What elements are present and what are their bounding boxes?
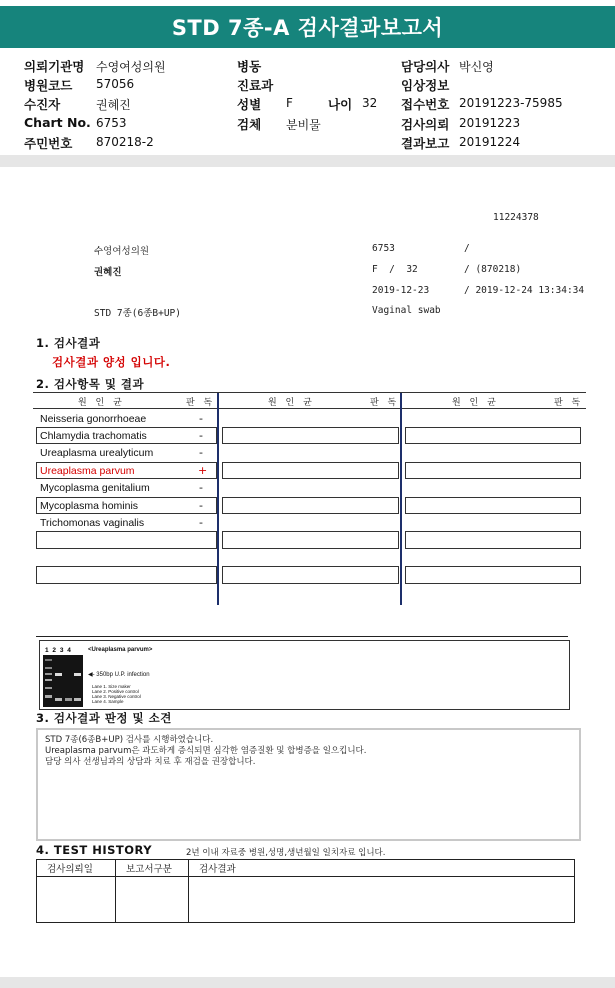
specimen-value: 분비물 [286, 118, 321, 132]
organism-name-positive: Ureaplasma parvum [40, 465, 135, 477]
organism-result: - [199, 516, 203, 529]
organism-result: - [199, 446, 203, 459]
report-test-name: STD 7종(6종B+UP) [94, 308, 181, 319]
report-sex-age: F / 32 [372, 264, 418, 275]
history-cell [116, 877, 189, 923]
opinion-text [45, 735, 366, 768]
footer-separator [0, 977, 615, 988]
organism-result: - [199, 429, 203, 442]
col-result-2: 판 독 [370, 398, 400, 408]
organism-result: - [199, 412, 203, 425]
col-organism-1: 원 인 균 [78, 398, 125, 408]
chart-no-value: 6753 [96, 116, 127, 130]
resident-no-label: 주민번호 [24, 136, 73, 151]
report-title: STD 7종-A 검사결과보고서 [0, 6, 615, 48]
empty-row-box [405, 531, 581, 549]
history-col-result: 검사결과 [189, 860, 575, 877]
patient-label: 수진자 [24, 97, 61, 112]
column-divider-2 [400, 393, 402, 605]
report-date-value: 20191224 [459, 135, 521, 149]
gel-band-label: ◀- 350bp U.P. infection [88, 672, 150, 678]
empty-row-box [405, 427, 581, 444]
sex-label: 성별 [237, 97, 262, 112]
organism-name: Neisseria gonorrhoeae [40, 413, 147, 425]
section2-title: 2. 검사항목 및 결과 [36, 377, 145, 391]
empty-row-box [405, 497, 581, 514]
report-birth: / (870218) [464, 264, 522, 275]
report-specimen: Vaginal swab [372, 305, 441, 316]
section4-note: 2년 이내 자료중 병원,성명,생년월일 일치자료 입니다. [186, 848, 386, 858]
request-date-label: 검사의뢰 [401, 117, 450, 132]
gel-electrophoresis-image [43, 655, 83, 707]
history-cell [37, 877, 116, 923]
section4-title: 4. TEST HISTORY [36, 843, 153, 857]
empty-row-box [222, 531, 399, 549]
history-empty-row [37, 877, 575, 923]
report-id: 11224378 [493, 212, 539, 223]
clinical-info-label: 임상정보 [401, 78, 450, 93]
hospital-code-label: 병원코드 [24, 78, 73, 93]
col-organism-3: 원 인 균 [452, 398, 499, 408]
results-table-header-border [33, 408, 586, 409]
patient-value: 권혜진 [96, 98, 131, 112]
section1-result: 검사결과 양성 입니다. [52, 355, 171, 369]
organism-result: - [199, 499, 203, 512]
resident-no-value: 870218-2 [96, 135, 154, 149]
gel-bands-icon [43, 655, 83, 707]
empty-row-box [405, 566, 581, 584]
opinion-line: 담당 의사 선생님과의 상담과 치료 후 재검을 권장합니다. [45, 757, 256, 767]
receipt-no-label: 접수번호 [401, 97, 450, 112]
organism-name: Chlamydia trachomatis [40, 430, 147, 442]
gel-legend-item: Lane 1. Size maker [92, 684, 131, 689]
organism-name: Ureaplasma urealyticum [40, 447, 154, 459]
column-divider-1 [217, 393, 219, 605]
empty-row-box [36, 566, 217, 584]
history-col-report-type: 보고서구분 [116, 860, 189, 877]
report-institution: 수영여성의원 [94, 246, 150, 257]
col-result-3: 판 독 [554, 398, 584, 408]
organism-name: Mycoplasma hominis [40, 500, 139, 512]
institution-value: 수영여성의원 [96, 60, 166, 74]
history-header-row [37, 860, 575, 877]
organism-result-positive: + [198, 464, 208, 477]
chart-no-label: Chart No. [24, 115, 91, 130]
gel-legend-item: Lane 4. Sample [92, 699, 124, 704]
receipt-no-value: 20191223-75985 [459, 96, 563, 110]
department-label: 진료과 [237, 78, 274, 93]
opinion-box [36, 728, 581, 841]
gel-legend-item: Lane 3. Negative control [92, 694, 141, 699]
report-collect-date: 2019-12-23 [372, 285, 430, 296]
col-result-1: 판 독 [186, 398, 216, 408]
history-cell [189, 877, 575, 923]
col-organism-2: 원 인 균 [268, 398, 315, 408]
report-slash: / [464, 243, 470, 254]
organism-name: Mycoplasma genitalium [40, 482, 150, 494]
institution-label: 의뢰기관명 [24, 59, 85, 74]
results-table-top-border [33, 392, 586, 393]
ward-label: 병동 [237, 59, 262, 74]
specimen-label: 검체 [237, 117, 262, 132]
gel-top-rule [36, 636, 568, 637]
report-chart-no: 6753 [372, 243, 395, 254]
doctor-label: 담당의사 [401, 59, 450, 74]
report-datetime: / 2019-12-24 13:34:34 [464, 285, 585, 296]
section3-title: 3. 검사결과 판정 및 소견 [36, 711, 172, 725]
organism-result: - [199, 481, 203, 494]
header-separator [0, 155, 615, 167]
request-date-value: 20191223 [459, 116, 521, 130]
doctor-value: 박신영 [459, 60, 494, 74]
report-date-label: 결과보고 [401, 136, 450, 151]
gel-title: <Ureaplasma parvum> [88, 647, 153, 653]
opinion-line: Ureaplasma parvum은 과도하게 증식되면 심각한 염증질환 및 합병증을 일으킵니다. [45, 746, 367, 756]
empty-row-box [405, 462, 581, 479]
hospital-code-value: 57056 [96, 77, 135, 91]
empty-row-box [222, 427, 399, 444]
opinion-line: STD 7종(6종B+UP) 검사를 시행하였습니다. [45, 735, 214, 745]
section1-title: 1. 검사결과 [36, 336, 101, 350]
gel-lane-numbers: 1 2 3 4 [45, 647, 71, 654]
empty-row-box [222, 462, 399, 479]
empty-row-box [222, 566, 399, 584]
age-label: 나이 [328, 97, 353, 112]
report-patient: 권혜진 [94, 267, 122, 278]
empty-row-box [222, 497, 399, 514]
age-value: 32 [362, 96, 378, 110]
empty-row-box [36, 531, 217, 549]
gel-legend-item: Lane 2. Positive control [92, 689, 139, 694]
sex-value: F [286, 96, 293, 110]
organism-name: Trichomonas vaginalis [40, 517, 145, 529]
history-col-request-date: 검사의뢰일 [37, 860, 116, 877]
history-table [36, 859, 575, 923]
